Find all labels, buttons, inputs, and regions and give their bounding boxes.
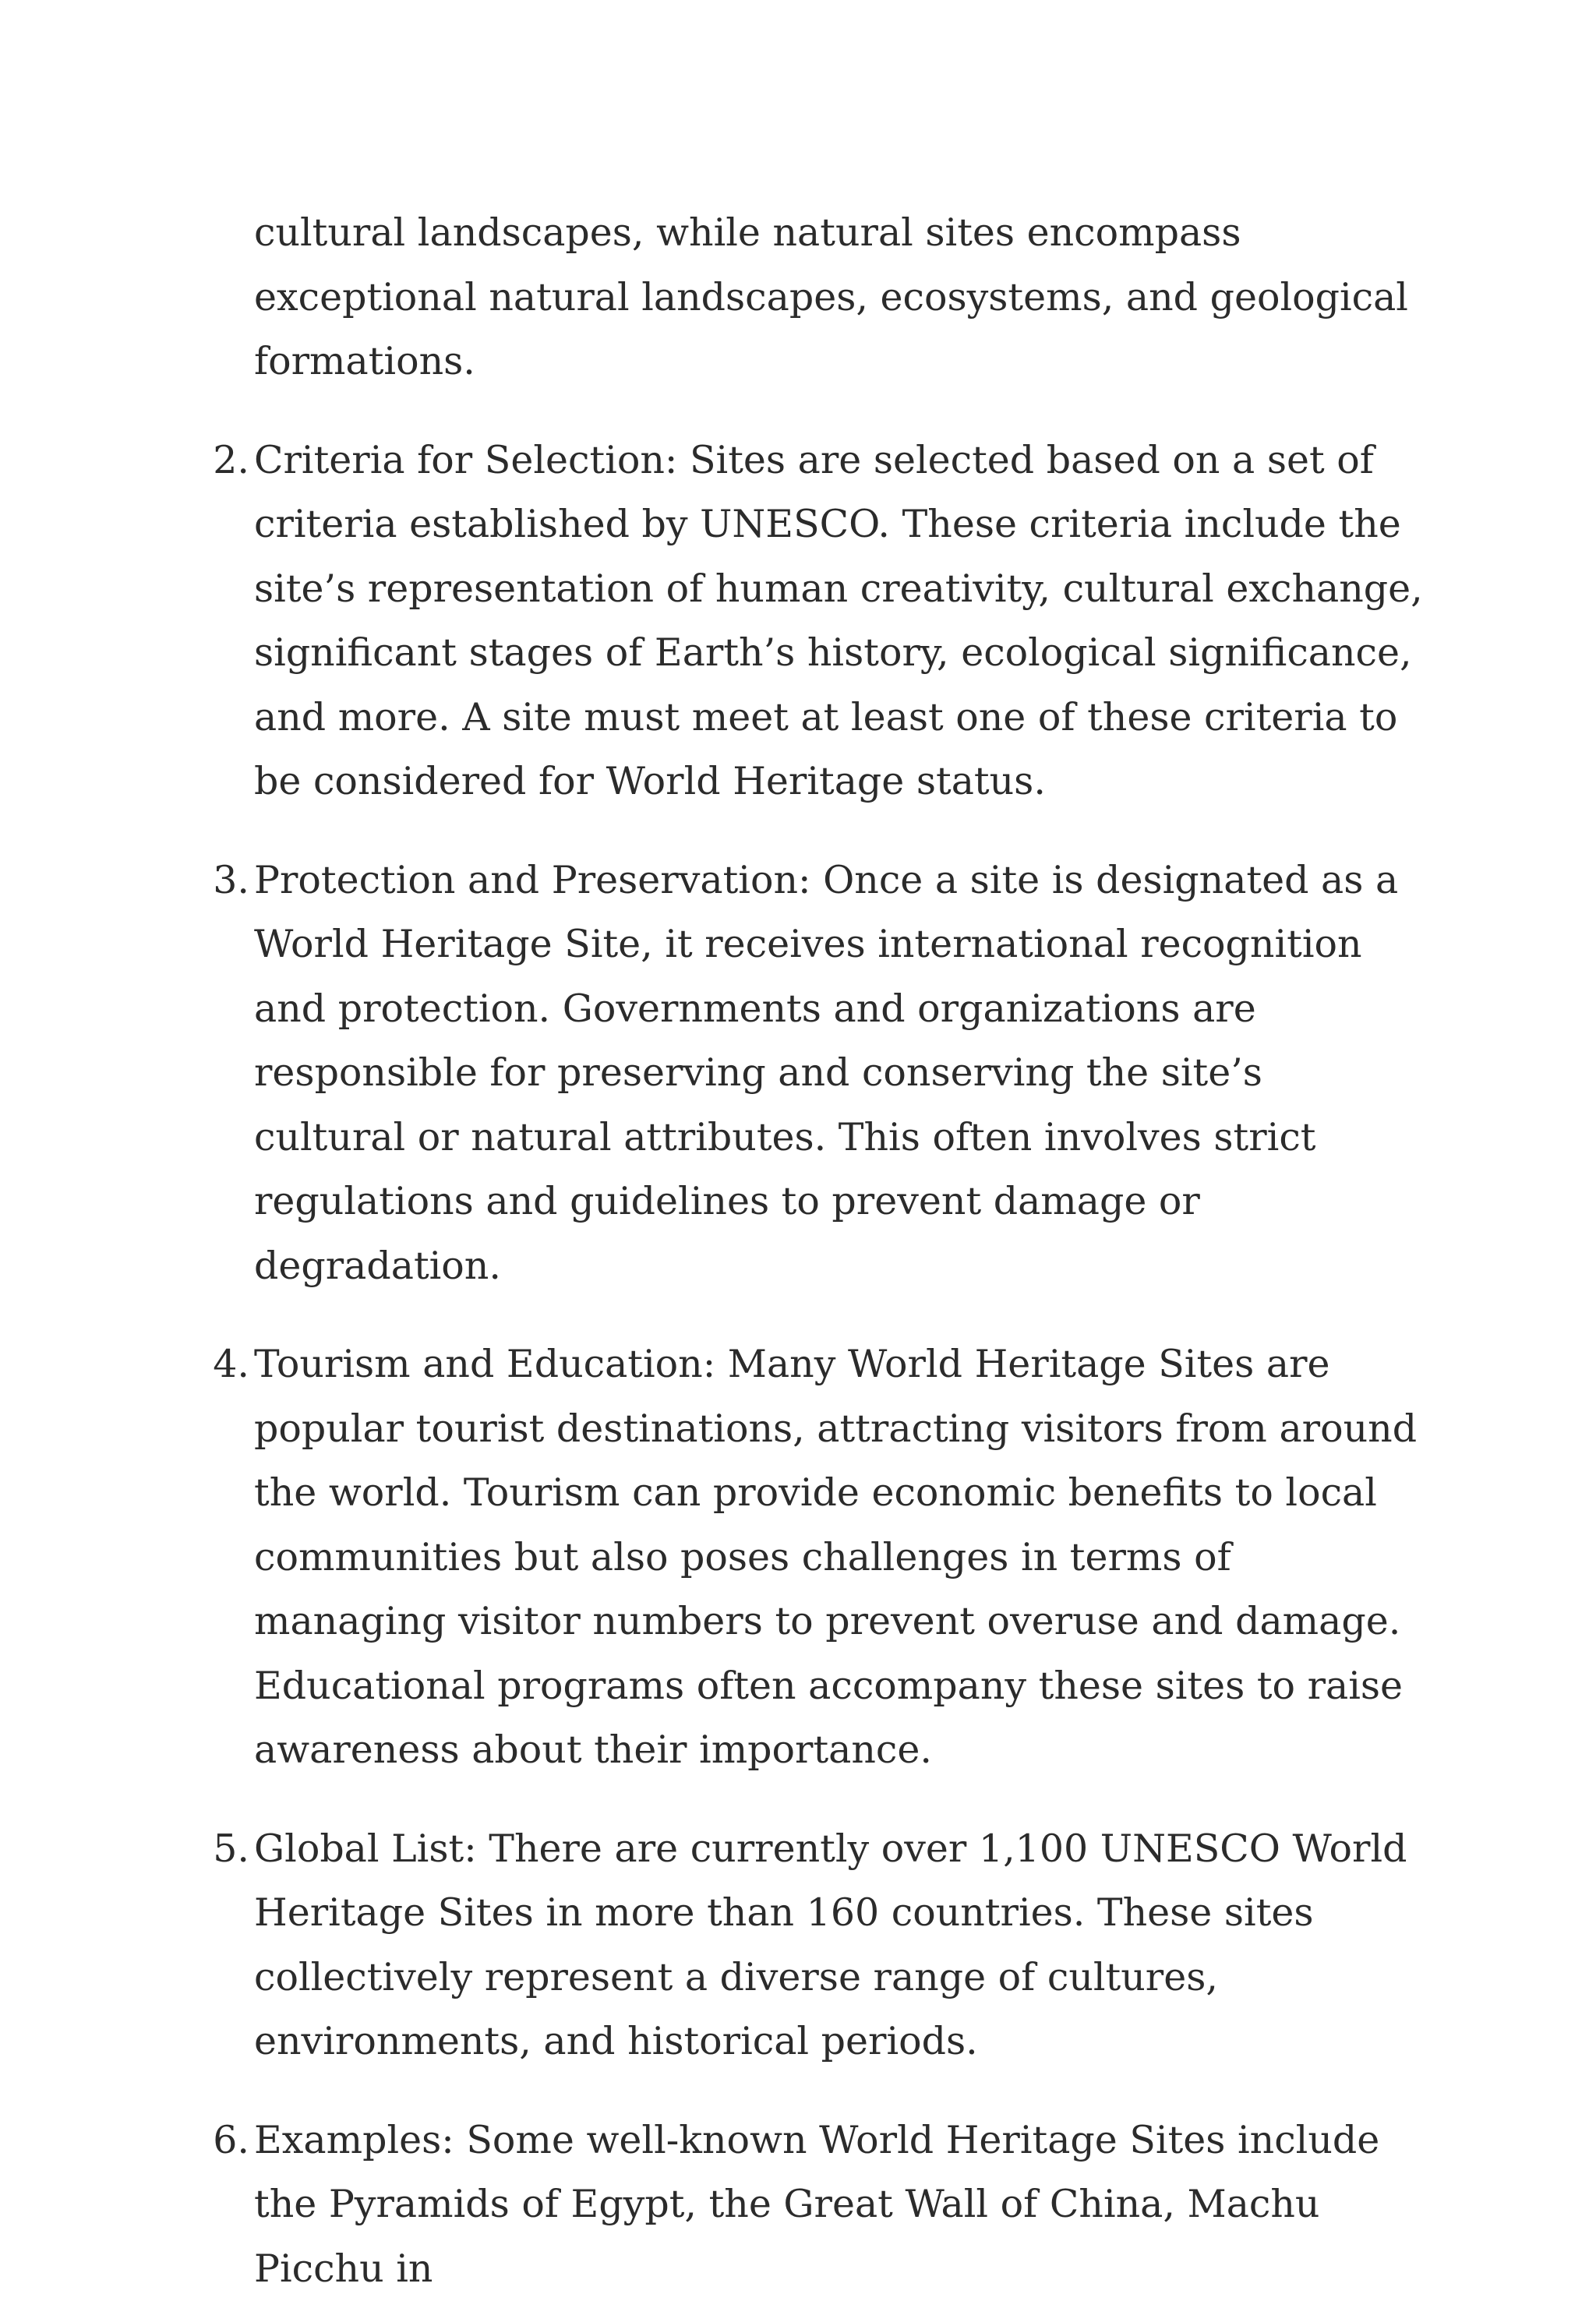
list-number: 3. xyxy=(203,849,249,913)
list-item-text: Examples: Some well-known World Heritage Sites include the Pyramids of Egypt, the Great Wall of China, Machu Picchu in xyxy=(254,2109,1423,2301)
continuation-paragraph: cultural landscapes, while natural sites encompass exceptional natural landscapes, ecosystems, and geological formations. xyxy=(254,201,1423,394)
list-item-text: Protection and Preservation: Once a site is designated as a World Heritage Site, it receives international recognition and protection. Governments and organizations are responsible for preserving and conserving the site’s cultural or natural attributes. This often involves strict regulations and guidelines to prevent damage or degradation. xyxy=(254,849,1423,1299)
list-item-5 xyxy=(254,1817,1423,2074)
list-item-2 xyxy=(254,429,1423,814)
list-item-3 xyxy=(254,849,1423,1299)
list-item-text: Criteria for Selection: Sites are selected based on a set of criteria established by UNESCO. These criteria include the site’s representation of human creativity, cultural exchange, significant stages of Earth’s history, ecological significance, and more. A site must meet at least one of these criteria to be considered for World Heritage status. xyxy=(254,429,1423,814)
list-item-6 xyxy=(254,2109,1423,2301)
list-number: 5. xyxy=(203,1817,249,1882)
list-item-text: Tourism and Education: Many World Heritage Sites are popular tourist destinations, attracting visitors from around the world. Tourism can provide economic benefits to local communities but also poses challenges in terms of managing visitor numbers to prevent overuse and damage. Educational programs often accompany these sites to raise awareness about their importance. xyxy=(254,1332,1423,1783)
list-item-text: Global List: There are currently over 1,100 UNESCO World Heritage Sites in more than 160 countries. These sites collectively represent a diverse range of cultures, environments, and historical periods. xyxy=(254,1817,1423,2074)
list-number: 6. xyxy=(203,2109,249,2173)
list-number: 4. xyxy=(203,1332,249,1397)
document-body xyxy=(254,201,1423,2301)
numbered-list xyxy=(254,429,1423,2301)
list-number: 2. xyxy=(203,429,249,493)
list-item-4 xyxy=(254,1332,1423,1783)
